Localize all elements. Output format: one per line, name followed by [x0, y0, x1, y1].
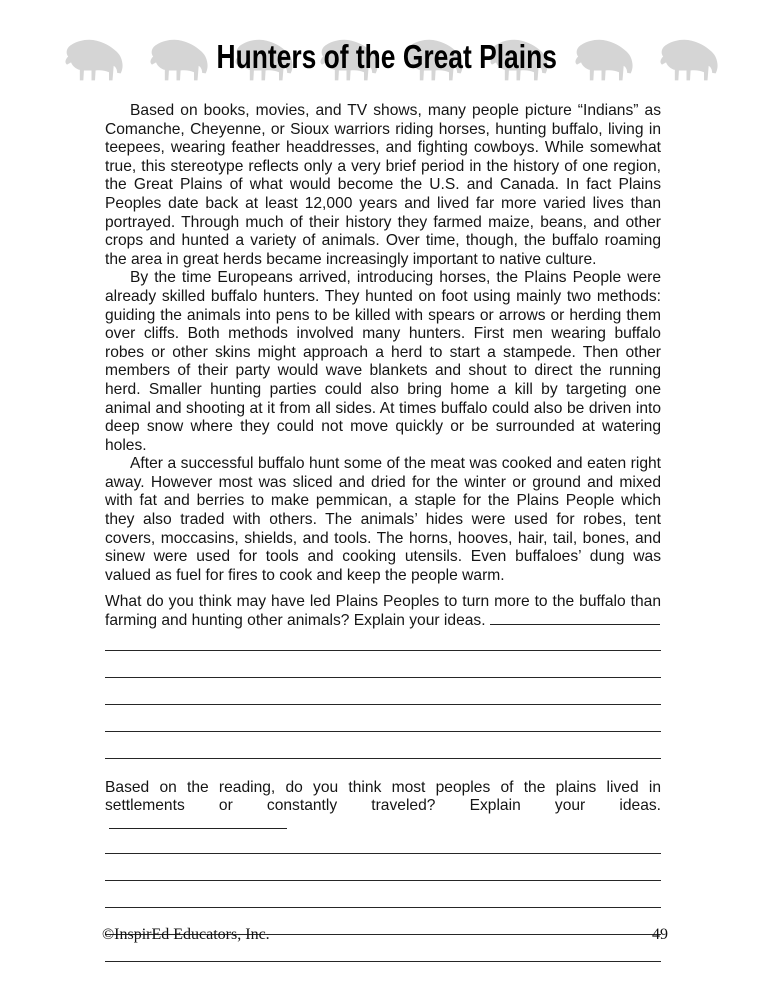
copyright-text: ©InspirEd Educators, Inc.: [102, 926, 270, 943]
question-1: [105, 593, 661, 630]
page-title: [0, 38, 773, 76]
question-1-inline-blank[interactable]: [490, 620, 660, 625]
answer-line[interactable]: [105, 881, 661, 908]
answer-line[interactable]: [105, 705, 661, 732]
reading-passage: [105, 96, 661, 962]
answer-line[interactable]: [105, 834, 661, 854]
page-number: 49: [652, 926, 668, 943]
answer-line[interactable]: [105, 678, 661, 705]
answer-line[interactable]: [105, 854, 661, 881]
page-footer: [102, 926, 668, 944]
answer-line[interactable]: [105, 631, 661, 651]
page-header: [0, 30, 773, 96]
question-2-inline-blank[interactable]: [109, 824, 287, 829]
question-2: [105, 779, 661, 835]
answer-line[interactable]: [105, 732, 661, 759]
answer-line[interactable]: [105, 651, 661, 678]
page-title-text: Hunters of the Great Plains: [216, 38, 557, 75]
question-2-text: Based on the reading, do you think most peoples of the plains lived in settlements or constantly traveled? Explain your ideas.: [105, 778, 661, 815]
paragraph-2: By the time Europeans arrived, introducing horses, the Plains People were already skilled buffalo hunters. They hunted on foot using mainly two methods: guiding the animals into pens to be killed with spears or arrows or herding them over cliffs. Both methods involved many hunters. First men wearing buffalo robes or other skins might approach a herd to start a stampede. Then other members of their party would wave blankets and shout to direct the running herd. Smaller hunting parties could also bring home a kill by targeting one animal and shooting at it from all sides. At times buffalo could also be driven into deep snow where they could not move quickly or be surrounded at watering holes.: [105, 269, 661, 454]
question-1-answer-lines: [105, 631, 661, 759]
question-1-text: What do you think may have led Plains Peoples to turn more to the buffalo than farming and hunting other animals? Explain your ideas.: [105, 593, 661, 630]
paragraph-1: Based on books, movies, and TV shows, many people picture “Indians” as Comanche, Cheyenne, or Sioux warriors riding horses, hunting buffalo, living in teepees, wearing feather headdresses, and fighting cowboys. While somewhat true, this stereotype reflects only a very brief period in the history of one region, the Great Plains of what would become the U.S. and Canada. In fact Plains Peoples date back at least 12,000 years and lived far more varied lives than portrayed. Through much of their history they farmed maize, beans, and other crops and hunted a variety of animals. Over time, though, the buffalo roaming the area in great herds became increasingly important to native culture.: [105, 102, 661, 268]
paragraph-3: After a successful buffalo hunt some of the meat was cooked and eaten right away. However most was sliced and dried for the winter or ground and mixed with fat and berries to make pemmican, a staple for the Plains People which they also traded with others. The animals’ hides were used for robes, tent covers, moccasins, shields, and tools. The horns, hooves, hair, tail, bones, and sinew were used for tools and cooking utensils. Even buffaloes’ dung was valued as fuel for fires to cook and keep the people warm.: [105, 455, 661, 584]
